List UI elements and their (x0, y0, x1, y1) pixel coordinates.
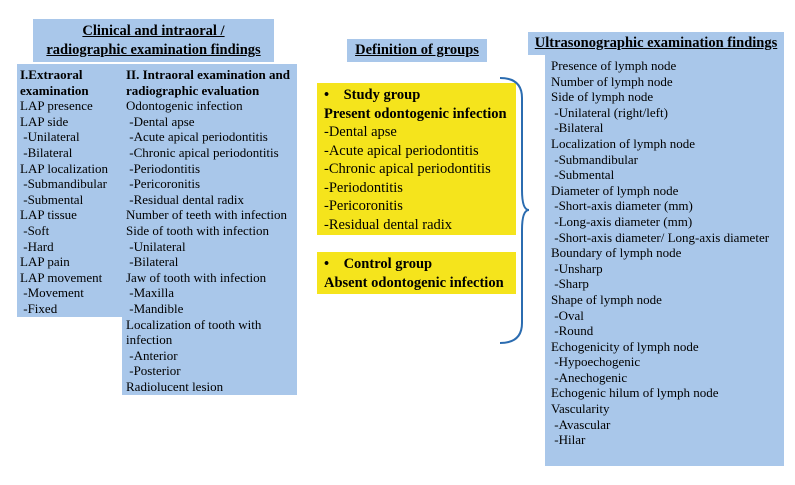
ultrasound-item: -Long-axis diameter (mm) (551, 213, 693, 229)
ultrasound-item: -Short-axis diameter/ Long-axis diameter (551, 229, 770, 245)
intraoral-item: -Mandible (126, 300, 184, 316)
ultrasound-item: Localization of lymph node (551, 135, 696, 151)
control-bullet: • (324, 256, 330, 272)
extraoral-item: -Submental (20, 191, 84, 207)
extraoral-item: -Bilateral (20, 144, 73, 160)
study-group-subheading: Present odontogenic infection (324, 105, 507, 122)
extraoral-item: -Soft (20, 222, 50, 238)
ultrasound-item: Vascularity (551, 401, 610, 417)
ultrasound-item: Echogenic hilum of lymph node (551, 385, 719, 401)
intraoral-item: Jaw of tooth with infection (126, 269, 267, 285)
ultrasound-title: Ultrasonographic examination findings (534, 35, 778, 51)
ultrasound-item: Boundary of lymph node (551, 245, 682, 261)
study-group-item: -Dental apse (324, 124, 397, 140)
ultrasound-item: Presence of lymph node (551, 58, 677, 73)
ultrasound-item: -Hypoechogenic (551, 354, 641, 370)
intraoral-item: -Unilateral (126, 238, 186, 254)
clinical-title-line1: Clinical and intraoral / (82, 23, 225, 39)
ultrasound-item: -Short-axis diameter (mm) (551, 198, 693, 214)
extraoral-item: -Hard (20, 238, 54, 254)
control-group-heading: Control group (343, 256, 433, 272)
ultrasound-item: -Sharp (551, 276, 589, 292)
intraoral-item: -Chronic apical periodontitis (126, 144, 279, 160)
intraoral-item: -Posterior (126, 363, 181, 379)
ultrasound-item: Number of lymph node (551, 73, 673, 89)
control-group-subheading: Absent odontogenic infection (324, 274, 504, 291)
intraoral-item: Number of teeth with infection (126, 207, 288, 223)
ultrasound-item: -Hilar (551, 432, 586, 448)
ultrasound-item: -Submental (551, 167, 615, 183)
study-bullet: • (324, 87, 330, 103)
extraoral-item: -Fixed (20, 300, 58, 316)
ultrasound-item: -Avascular (551, 416, 611, 432)
ultrasound-item: -Round (551, 323, 594, 339)
groups-title: Definition of groups (355, 42, 479, 58)
study-group-item: -Acute apical periodontitis (324, 142, 479, 159)
extraoral-item: LAP localization (20, 160, 108, 176)
intraoral-item: -Acute apical periodontitis (126, 129, 268, 145)
ultrasound-item: -Bilateral (551, 120, 604, 136)
intraoral-item: -Anterior (126, 347, 178, 363)
study-group-item: -Periodontitis (324, 179, 403, 196)
study-group-item: -Residual dental radix (324, 216, 453, 233)
intraoral-heading-line1: II. Intraoral examination and (126, 67, 290, 82)
ultrasound-item: -Unsharp (551, 260, 603, 276)
extraoral-heading-line1: I.Extraoral (20, 67, 83, 82)
intraoral-item: -Residual dental radix (126, 191, 245, 207)
ultrasound-item: Side of lymph node (551, 89, 654, 105)
extraoral-item: LAP movement (20, 269, 103, 285)
extraoral-item: LAP side (20, 113, 69, 129)
intraoral-item: Radiolucent lesion (126, 378, 224, 394)
ultrasound-item: Echogenicity of lymph node (551, 338, 699, 354)
extraoral-item: -Unilateral (20, 129, 80, 145)
intraoral-item: Odontogenic infection (126, 98, 243, 114)
study-group-item: -Chronic apical periodontitis (324, 161, 491, 177)
ultrasound-item: Diameter of lymph node (551, 182, 679, 198)
extraoral-item: -Movement (20, 285, 84, 301)
ultrasound-item: -Submandibular (551, 151, 639, 167)
ultrasound-item: Shape of lymph node (551, 291, 662, 307)
intraoral-item: -Bilateral (126, 254, 179, 270)
intraoral-item: Localization of tooth with (126, 316, 262, 332)
intraoral-heading-line2: radiographic evaluation (126, 82, 260, 98)
intraoral-item: -Pericoronitis (126, 176, 201, 192)
extraoral-item: LAP tissue (20, 207, 77, 223)
extraoral-item: -Submandibular (20, 176, 108, 192)
study-group-heading: Study group (343, 87, 421, 103)
intraoral-item: infection (126, 332, 173, 348)
intraoral-item: -Maxilla (126, 285, 175, 301)
intraoral-item: -Periodontitis (126, 160, 201, 176)
extraoral-item: LAP pain (20, 254, 70, 270)
ultrasound-item: -Anechogenic (551, 369, 628, 385)
extraoral-item: LAP presence (20, 98, 93, 114)
extraoral-heading-line2: examination (20, 82, 89, 98)
ultrasound-item: -Unilateral (right/left) (551, 104, 668, 120)
clinical-title-line2: radiographic examination findings (46, 42, 261, 58)
brace-path (500, 78, 529, 343)
intraoral-item: Side of tooth with infection (126, 222, 269, 238)
ultrasound-item: -Oval (551, 307, 584, 323)
intraoral-item: -Dental apse (126, 113, 195, 129)
study-group-item: -Pericoronitis (324, 198, 403, 214)
